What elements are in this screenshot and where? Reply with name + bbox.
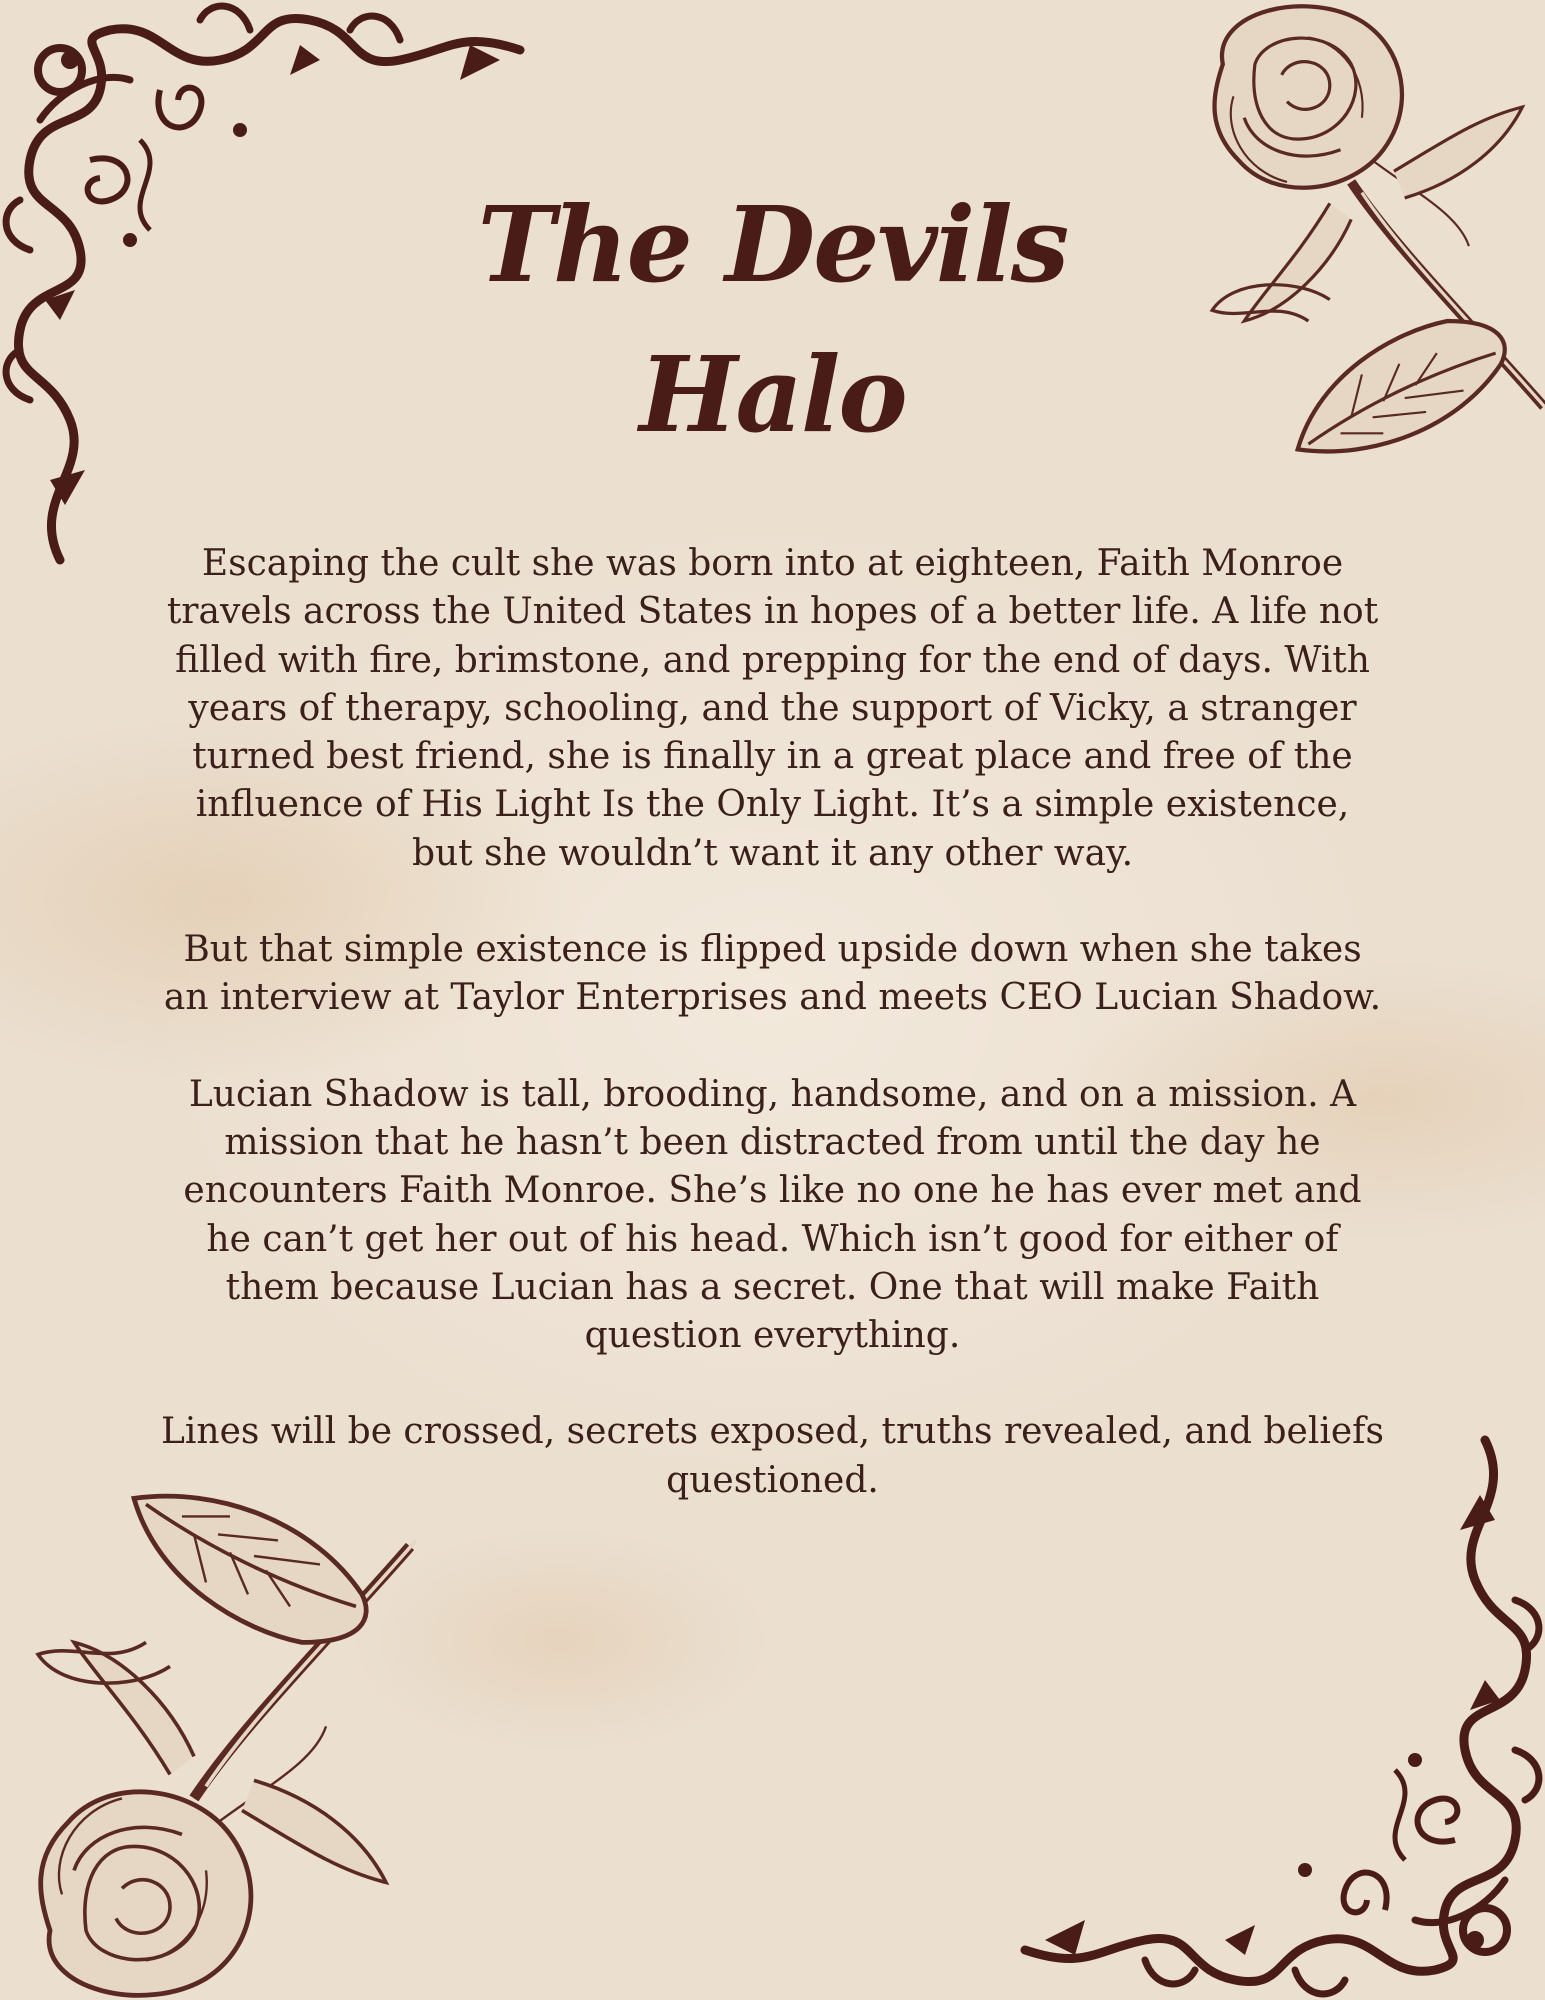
book-title — [0, 170, 1545, 470]
blurb-paragraph-1: Escaping the cult she was born into at eighteen, Faith Monroe travels across the United States in hopes of a better life. A life not filled with fire, brimstone, and prepping for the end of days. With years of therapy, schooling, and the support of Vicky, a stranger turned best friend, she is finally in a great place and free of the influence of His Light Is the Only Light. It’s a simple existence, but she wouldn’t want it any other way. — [166, 543, 1379, 874]
rose-icon-bottom-left — [38, 1496, 416, 1995]
book-blurb — [160, 540, 1385, 1553]
blurb-paragraph-4: Lines will be crossed, secrets exposed, truths revealed, and beliefs questioned. — [161, 1411, 1384, 1501]
book-title-line-2: Halo — [639, 333, 906, 456]
book-title-line-1: The Devils — [477, 183, 1068, 306]
blurb-paragraph-3: Lucian Shadow is tall, brooding, handsome, and on a mission. A mission that he hasn’t been distracted from until the day he encounters Faith Monroe. She’s like no one he has ever met and he can’t get her out of his head. Which isn’t good for either of them because Lucian has a secret. One that will make Faith question everything. — [183, 1073, 1362, 1357]
blurb-paragraph-2: But that simple existence is flipped upside down when she takes an interview at Taylor Enterprises and meets CEO Lucian Shadow. — [163, 929, 1382, 1019]
